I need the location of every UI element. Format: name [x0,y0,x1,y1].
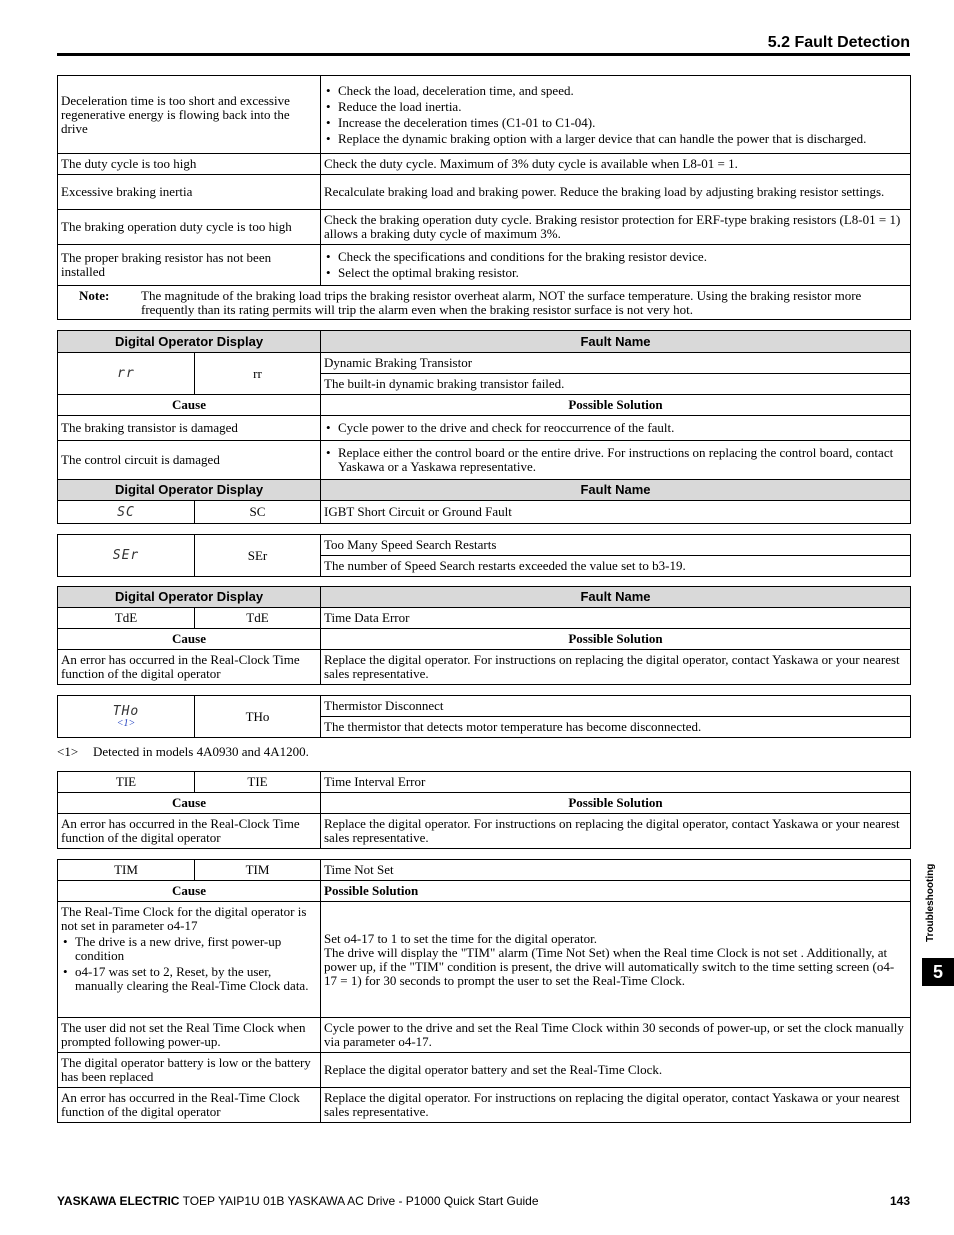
operator-display-glyph [58,353,195,395]
operator-display-glyph [58,535,195,577]
table-row [58,210,911,245]
operator-display: TIE [58,772,195,793]
table-row [58,1018,911,1053]
operator-display: TdE [58,608,195,629]
footnote [57,745,309,759]
solution-cell: Recalculate braking load and braking power. Reduce the braking load by adjusting braking resistor settings. [321,175,911,210]
fault-table-ser [57,534,911,577]
solution-cell [321,441,911,480]
cause-bullet: • o4-17 was set to 2, Reset, by the user, manually clearing the Real-Time Clock data. [61,965,317,993]
cause-cell [58,902,321,1018]
fault-code: TIE [195,772,321,793]
fault-code: rr [195,353,321,395]
cause-header: Cause [58,629,321,650]
solution-text: Set o4-17 to 1 to set the time for the digital operator. [324,930,597,946]
cause-header: Cause [58,395,321,416]
cause-cell: The control circuit is damaged [58,441,321,480]
footnote-ref-link[interactable]: <1> [116,718,136,729]
solution-bullet: • Check the load, deceleration time, and speed. [324,84,907,98]
seven-segment-display: SEr [112,548,140,563]
seven-segment-display: rr [117,366,135,381]
footnote-mark: <1> [57,744,79,759]
cause-cell: The user did not set the Real Time Clock when prompted following power-up. [58,1018,321,1053]
table-row [58,650,911,685]
solution-cell: Check the braking operation duty cycle. Braking resistor protection for ERF-type braking resistors (L8-01 = 1) allows a braking duty cycle of maximum 3%. [321,210,911,245]
solution-cell: Cycle power to the drive and set the Real Time Clock within 30 seconds of power-up, or set the clock manually via parameter o4-17. [321,1018,911,1053]
fault-code: SEr [195,535,321,577]
fault-code: SC [195,501,321,524]
note-row [58,286,911,320]
column-header-display: Digital Operator Display [58,587,321,608]
fault-name: Time Not Set [321,860,911,881]
cause-cell: The braking operation duty cycle is too high [58,210,321,245]
fault-code: THo [195,696,321,738]
fault-name: Time Data Error [321,608,911,629]
cause-cell: Deceleration time is too short and excessive regenerative energy is flowing back into the drive [58,76,321,154]
fault-name: Time Interval Error [321,772,911,793]
operator-display-glyph [58,501,195,524]
cause-cell: The digital operator battery is low or the battery has been replaced [58,1053,321,1088]
solution-cell: Replace the digital operator battery and set the Real-Time Clock. [321,1053,911,1088]
page-footer [57,1194,910,1208]
note-cell [58,286,911,320]
cause-header: Cause [58,793,321,814]
solution-cell [321,76,911,154]
solution-bullet: • Cycle power to the drive and check for reoccurrence of the fault. [324,421,907,435]
table-row [58,416,911,441]
solution-cell: Replace the digital operator. For instructions on replacing the digital operator, contact Yaskawa or your nearest sales representative. [321,650,911,685]
chapter-tab[interactable]: 5 [922,958,954,986]
table-row [58,175,911,210]
fault-table-tie [57,771,911,849]
fault-name: IGBT Short Circuit or Ground Fault [321,501,911,524]
operator-display: TIM [58,860,195,881]
table-row [58,76,911,154]
table-row [58,1088,911,1123]
cause-header: Cause [58,881,321,902]
fault-code: TdE [195,608,321,629]
fault-description: The built-in dynamic braking transistor failed. [321,374,911,395]
table-row [58,245,911,286]
chapter-side-label: Troubleshooting [925,863,936,942]
fault-name: Too Many Speed Search Restarts [321,535,911,556]
note-text: The magnitude of the braking load trips the braking resistor overheat alarm, NOT the surface temperature. Using the braking resistor more frequently than its rating permits will trip the alarm even when the braking resistor surface is not very hot. [141,287,862,317]
solution-cell [321,902,911,1018]
table-row [58,814,911,849]
solution-header: Possible Solution [321,395,911,416]
solution-bullet: • Select the optimal braking resistor. [324,266,907,280]
fault-code: TIM [195,860,321,881]
footer-doc-title: TOEP YAIP1U 01B YASKAWA AC Drive - P1000 Quick Start Guide [179,1194,539,1208]
solution-bullet: • Increase the deceleration times (C1-01 to C1-04). [324,116,907,130]
page-number: 143 [889,1194,910,1208]
cause-cell: The braking transistor is damaged [58,416,321,441]
solution-cell: Replace the digital operator. For instructions on replacing the digital operator, contact Yaskawa or your nearest sales representative. [321,814,911,849]
section-title: 5.2 Fault Detection [767,34,910,51]
solution-bullet: • Replace either the control board or the entire drive. For instructions on replacing the control board, contact Yaskawa or a Yaskawa representative. [324,446,907,474]
cause-cell: An error has occurred in the Real-Clock Time function of the digital operator [58,650,321,685]
footer-brand: YASKAWA ELECTRIC [57,1194,180,1208]
solution-bullet: • Reduce the load inertia. [324,100,907,114]
solution-header: Possible Solution [321,793,911,814]
cause-bullet: • The drive is a new drive, first power-up condition [61,935,317,963]
fault-description: The number of Speed Search restarts exceeded the value set to b3-19. [321,556,911,577]
solution-cell: Replace the digital operator. For instructions on replacing the digital operator, contact Yaskawa or your nearest sales representative. [321,1088,911,1123]
table-row [58,441,911,480]
column-header-fault-name: Fault Name [321,587,911,608]
seven-segment-display: SC [117,504,135,520]
table-row [58,1053,911,1088]
note-label: Note: [79,287,110,303]
fault-table-tde [57,586,911,685]
cause-text: The Real-Time Clock for the digital operator is not set in parameter o4-17 [61,904,307,933]
solution-cell: Check the duty cycle. Maximum of 3% duty cycle is available when L8-01 = 1. [321,154,911,175]
column-header-fault-name: Fault Name [321,480,911,501]
table-row [58,902,911,1018]
table-row [58,154,911,175]
solution-cell [321,416,911,441]
cause-cell: Excessive braking inertia [58,175,321,210]
solution-text: The drive will display the "TIM" alarm (Time Not Set) when the Real time Clock is not set . Additionally, at power up, if the "TIM" condition is present, the drive will automatically switch to the time setting screen (o4-17 = 1) for 30 seconds to prompt the user to set the Real-Time Clock. [324,944,895,988]
column-header-fault-name: Fault Name [321,331,911,353]
cause-cell: An error has occurred in the Real-Clock Time function of the digital operator [58,814,321,849]
fault-table-rr [57,330,911,480]
fault-table-tim [57,859,911,1123]
column-header-display: Digital Operator Display [58,331,321,353]
solution-header: Possible Solution [321,629,911,650]
fault-description: The thermistor that detects motor temperature has become disconnected. [321,717,911,738]
solution-cell [321,245,911,286]
fault-table-sc [57,479,911,524]
solution-bullet: • Replace the dynamic braking option with a larger device that can handle the power that is discharged. [324,132,907,146]
column-header-display: Digital Operator Display [58,480,321,501]
solution-header: Possible Solution [321,881,911,902]
footnote-text: Detected in models 4A0930 and 4A1200. [93,744,309,759]
solution-bullet: • Check the specifications and conditions for the braking resistor device. [324,250,907,264]
fault-table-tho [57,695,911,738]
braking-causes-table [57,75,911,320]
fault-name: Thermistor Disconnect [321,696,911,717]
cause-cell: The duty cycle is too high [58,154,321,175]
cause-cell: An error has occurred in the Real-Time Clock function of the digital operator [58,1088,321,1123]
fault-name: Dynamic Braking Transistor [321,353,911,374]
page-header [57,34,910,56]
operator-display-glyph [58,696,195,738]
cause-cell: The proper braking resistor has not been installed [58,245,321,286]
seven-segment-display: THo [112,704,140,719]
